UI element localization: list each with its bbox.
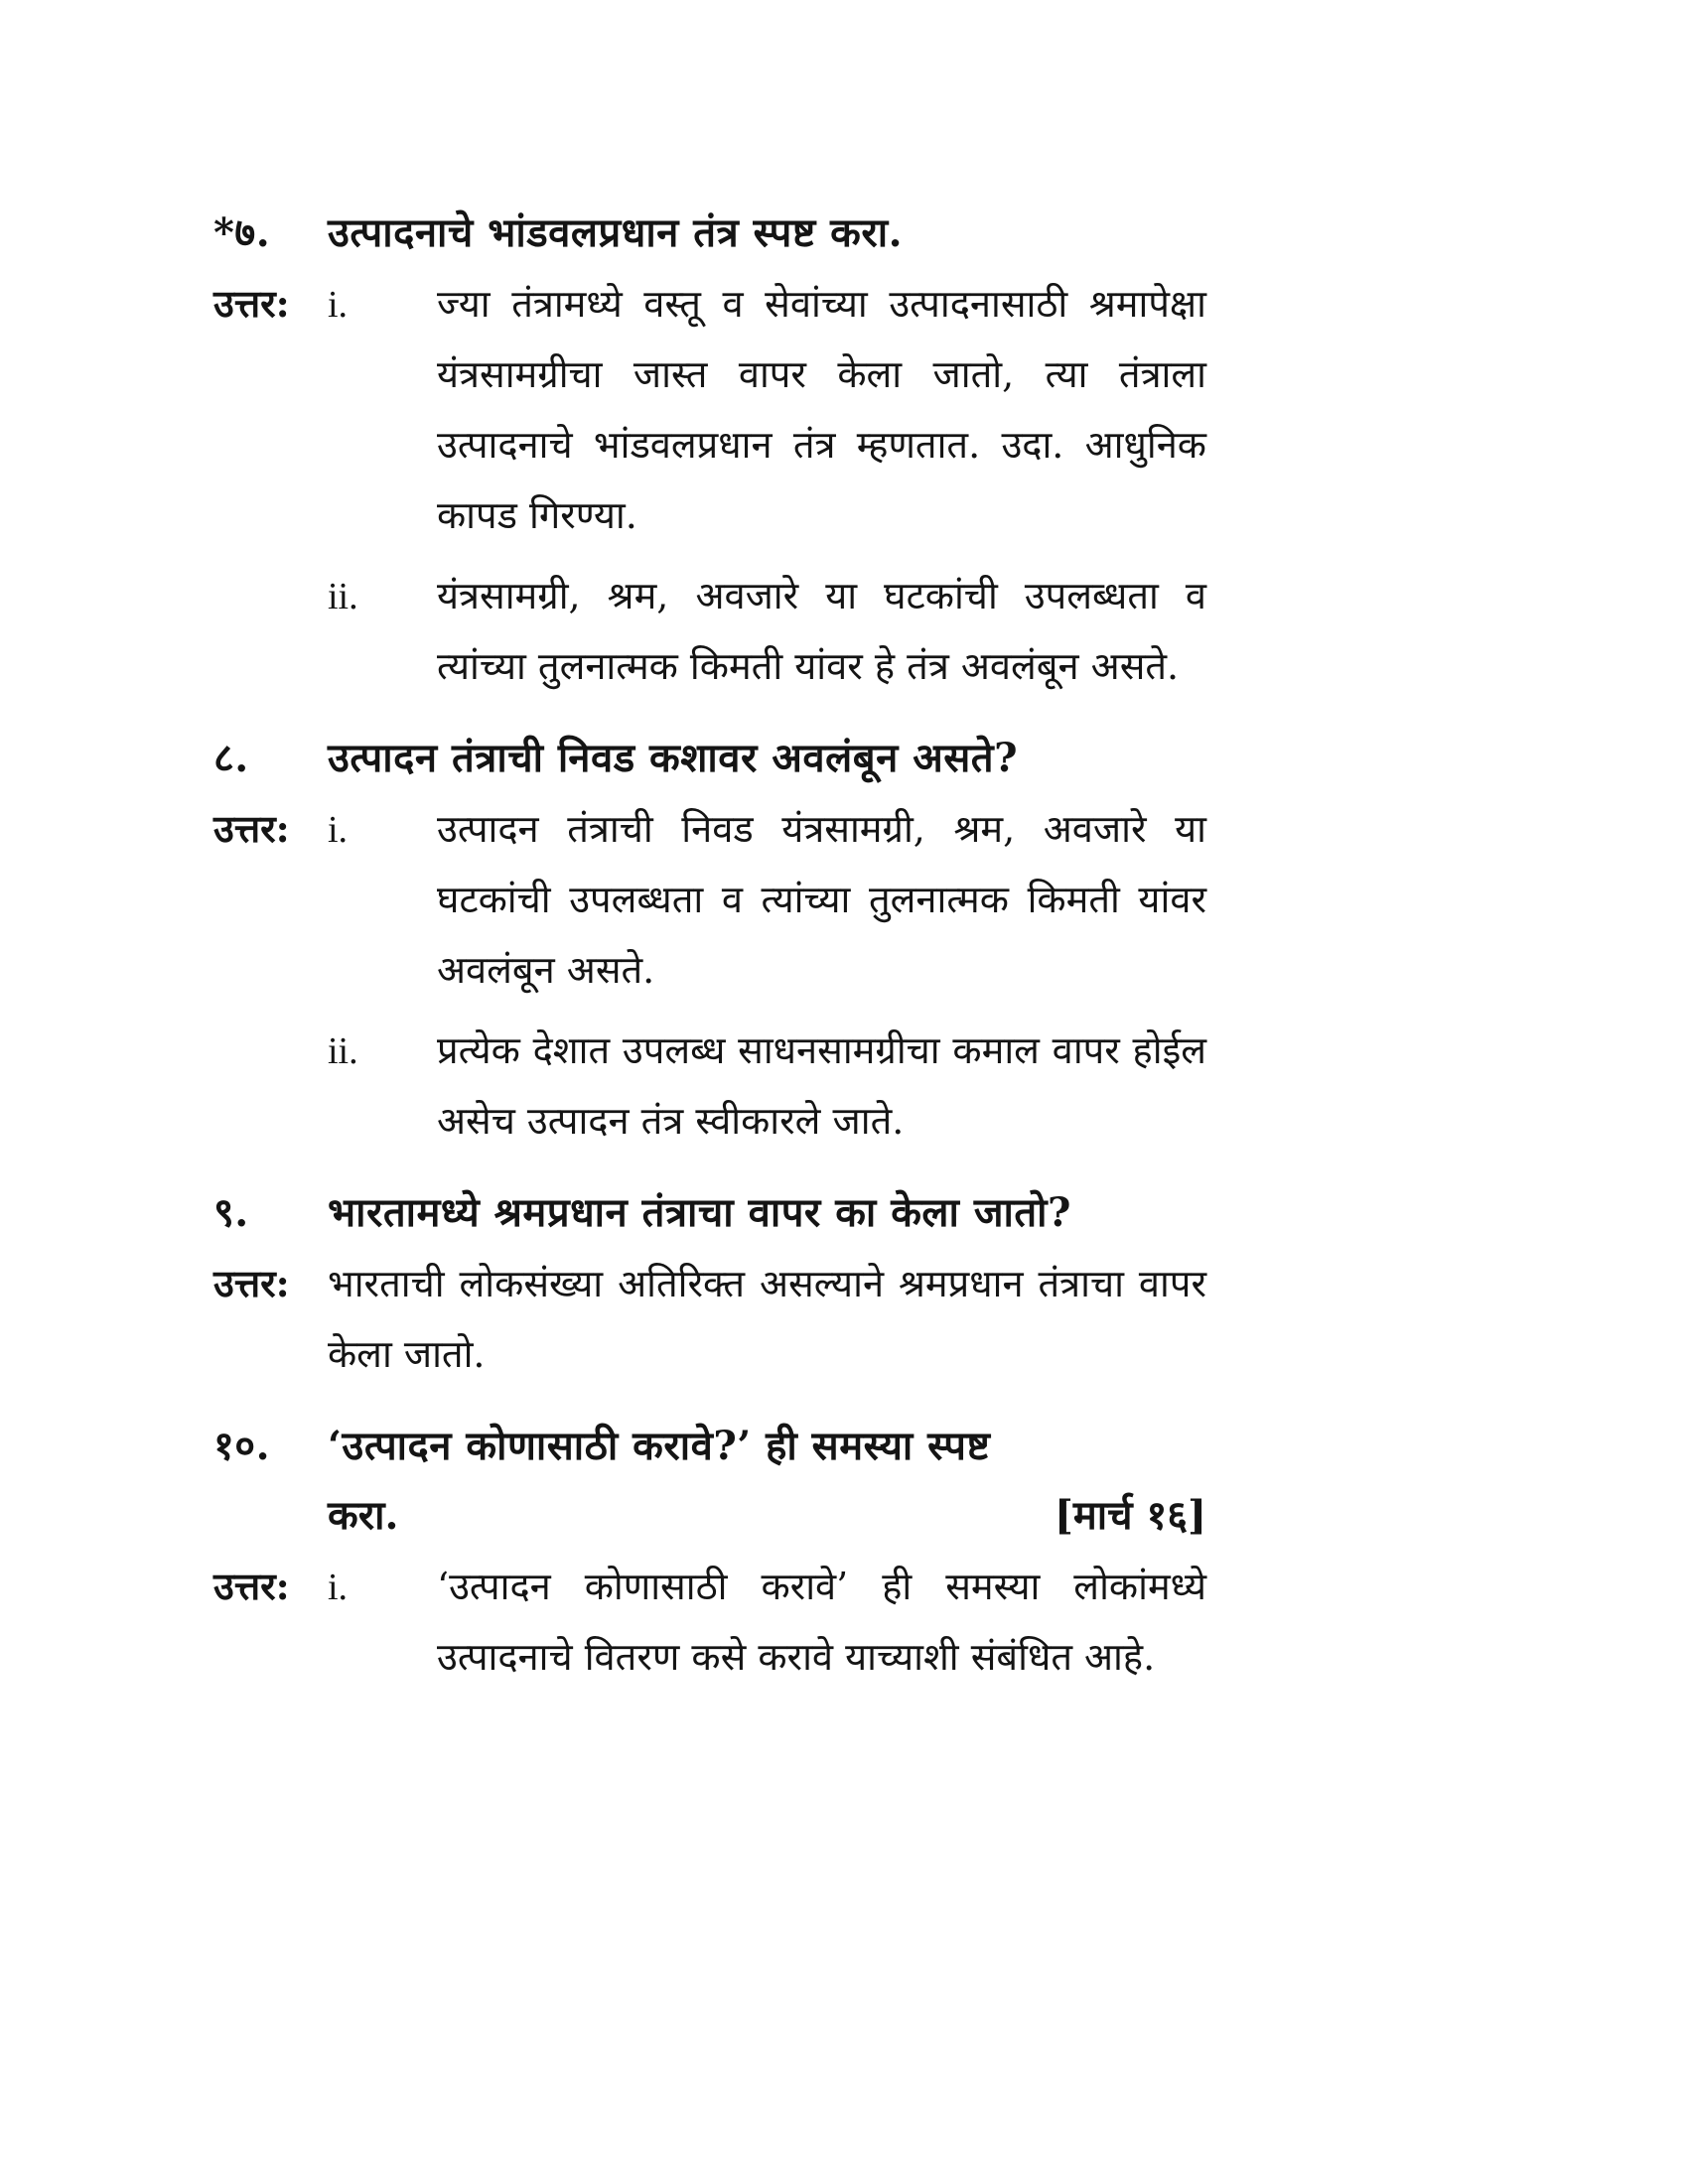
- question-text: उत्पादनाचे भांडवलप्रधान तंत्र स्पष्ट करा.: [328, 209, 904, 256]
- point-text: ‘उत्पादन कोणासाठी करावे’ ही समस्या लोकांमध्ये उत्पादनाचे वितरण कसे करावे याच्याशी संबंधित आहे.: [437, 1565, 1206, 1679]
- answer-point: [213, 1016, 1206, 1157]
- document-page: [213, 199, 1206, 1693]
- question-block-8: [213, 724, 1206, 1157]
- answer-label: उत्तर:: [213, 1261, 290, 1305]
- answer-point: [213, 561, 1206, 702]
- answer-point: [213, 793, 1206, 1006]
- point-marker: ii.: [328, 1030, 358, 1072]
- question-block-10: [213, 1412, 1206, 1693]
- question-heading: [213, 1412, 1206, 1481]
- question-text-continued: करा.: [328, 1492, 399, 1539]
- question-number: १०.: [213, 1423, 271, 1469]
- question-block-9: [213, 1178, 1206, 1390]
- point-marker: i.: [328, 284, 349, 326]
- answer-point: [213, 1248, 1206, 1390]
- question-number: *७.: [213, 209, 271, 256]
- point-text: ज्या तंत्रामध्ये वस्तू व सेवांच्या उत्पादनासाठी श्रमापेक्षा यंत्रसामग्रीचा जास्त वापर केला जातो, त्या तंत्राला उत्पादनाचे भांडवलप्रधान तंत्र म्हणतात. उदा. आधुनिक कापड गिरण्या.: [437, 282, 1206, 537]
- answer-text: भारताची लोकसंख्या अतिरिक्त असल्याने श्रमप्रधान तंत्राचा वापर केला जातो.: [328, 1262, 1206, 1376]
- question-text: उत्पादन तंत्राची निवड कशावर अवलंबून असते?: [328, 735, 1019, 781]
- question-number: ८.: [213, 735, 249, 781]
- question-heading: [213, 199, 1206, 268]
- question-text: ‘उत्पादन कोणासाठी करावे?’ ही समस्या स्पष्ट: [328, 1423, 991, 1469]
- point-marker: i.: [328, 1567, 349, 1608]
- answer-point: [213, 268, 1206, 551]
- question-heading: [213, 1178, 1206, 1248]
- point-marker: ii.: [328, 576, 358, 617]
- question-heading: [213, 724, 1206, 793]
- question-block-7: [213, 199, 1206, 702]
- point-text: प्रत्येक देशात उपलब्ध साधनसामग्रीचा कमाल वापर होईल असेच उत्पादन तंत्र स्वीकारले जाते.: [437, 1028, 1206, 1143]
- question-heading-continued: [213, 1481, 1206, 1551]
- point-text: यंत्रसामग्री, श्रम, अवजारे या घटकांची उपलब्धता व त्यांच्या तुलनात्मक किमती यांवर हे तंत्र अवलंबून असते.: [437, 574, 1206, 688]
- exam-tag: [मार्च १६]: [1054, 1492, 1206, 1539]
- question-number: ९.: [213, 1189, 249, 1236]
- answer-point: [213, 1551, 1206, 1693]
- question-text: भारतामध्ये श्रमप्रधान तंत्राचा वापर का केला जातो?: [328, 1189, 1071, 1236]
- answer-label: उत्तर:: [213, 1564, 290, 1608]
- point-text: उत्पादन तंत्राची निवड यंत्रसामग्री, श्रम, अवजारे या घटकांची उपलब्धता व त्यांच्या तुलनात्मक किमती यांवर अवलंबून असते.: [437, 807, 1206, 992]
- answer-label: उत्तर:: [213, 281, 290, 326]
- point-marker: i.: [328, 809, 349, 851]
- answer-label: उत्तर:: [213, 806, 290, 851]
